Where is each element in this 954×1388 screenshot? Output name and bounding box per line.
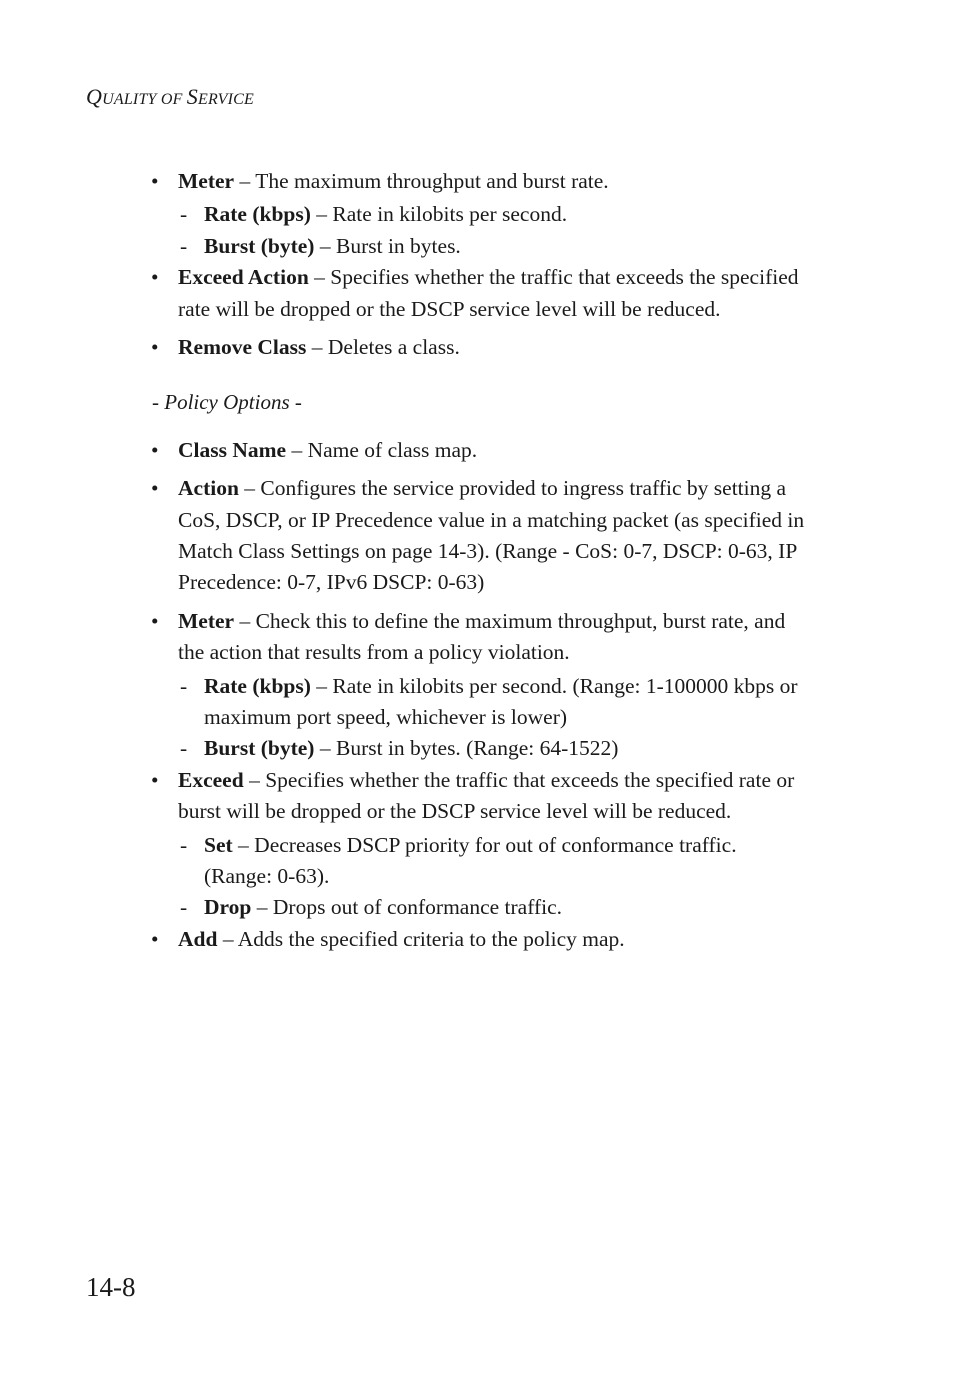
- dash: -: [180, 202, 188, 226]
- list-item-drop: [204, 892, 562, 923]
- list-item-add: [178, 924, 625, 955]
- dash: -: [180, 736, 188, 760]
- desc-continuation: CoS, DSCP, or IP Precedence value in a matching packet (as specified in: [178, 508, 805, 532]
- running-header: [86, 84, 254, 110]
- list-item-meter: [178, 166, 609, 197]
- dash: -: [180, 234, 188, 258]
- desc: – Specifies whether the traffic that exceeds the specified rate or: [243, 768, 795, 792]
- term: Meter: [178, 169, 235, 193]
- term: Add: [178, 927, 218, 951]
- list-item-rate: [204, 199, 567, 230]
- term: Set: [204, 833, 233, 857]
- bullet: •: [151, 265, 159, 289]
- header-q: Q: [86, 84, 103, 109]
- dash: -: [180, 833, 188, 857]
- term: Exceed Action: [178, 265, 309, 289]
- desc-continuation: rate will be dropped or the DSCP service level will be reduced.: [178, 297, 721, 321]
- bullet: •: [151, 927, 159, 951]
- bullet: •: [151, 438, 159, 462]
- page-number: 14-8: [86, 1272, 136, 1302]
- desc: – Burst in bytes.: [314, 234, 461, 258]
- term: Class Name: [178, 438, 287, 462]
- header-of: OF: [156, 91, 187, 108]
- list-item-exceed-action: [178, 262, 799, 293]
- list-item-set: [204, 830, 737, 861]
- desc: – Specifies whether the traffic that exceeds the specified: [308, 265, 799, 289]
- desc: – Decreases DSCP priority for out of conformance traffic.: [232, 833, 737, 857]
- desc-continuation: Precedence: 0-7, IPv6 DSCP: 0-63): [178, 570, 485, 594]
- bullet: •: [151, 169, 159, 193]
- desc: – Check this to define the maximum throughput, burst rate, and: [234, 609, 786, 633]
- desc: – Configures the service provided to ingress traffic by setting a: [238, 476, 787, 500]
- desc-continuation: maximum port speed, whichever is lower): [204, 705, 568, 729]
- desc: – Adds the specified criteria to the policy map.: [217, 927, 625, 951]
- desc-continuation: (Range: 0-63).: [204, 864, 330, 888]
- term: Burst (byte): [204, 234, 315, 258]
- desc: – The maximum throughput and burst rate.: [234, 169, 609, 193]
- term: Exceed: [178, 768, 244, 792]
- bullet: •: [151, 768, 159, 792]
- desc: – Drops out of conformance traffic.: [251, 895, 563, 919]
- list-item-remove-class: [178, 332, 460, 363]
- term: Burst (byte): [204, 736, 315, 760]
- header-ervice: ERVICE: [198, 91, 255, 108]
- term: Rate (kbps): [204, 202, 311, 226]
- list-item-class-name: [178, 435, 477, 466]
- list-item-meter: [178, 606, 785, 637]
- list-item-burst: [204, 231, 461, 262]
- dash: -: [180, 674, 188, 698]
- desc-continuation: the action that results from a policy violation.: [178, 640, 570, 664]
- desc: – Burst in bytes. (Range: 64-1522): [314, 736, 619, 760]
- desc: – Rate in kilobits per second.: [310, 202, 568, 226]
- section-heading-policy-options: - Policy Options -: [152, 390, 302, 414]
- list-item-burst: [204, 733, 618, 764]
- bullet: •: [151, 335, 159, 359]
- term: Remove Class: [178, 335, 307, 359]
- desc: – Deletes a class.: [306, 335, 460, 359]
- dash: -: [180, 895, 188, 919]
- list-item-rate: [204, 671, 798, 702]
- list-item-exceed: [178, 765, 794, 796]
- desc-continuation: Match Class Settings on page 14-3). (Range - CoS: 0-7, DSCP: 0-63, IP: [178, 539, 798, 563]
- bullet: •: [151, 476, 159, 500]
- desc: – Rate in kilobits per second. (Range: 1-100000 kbps or: [310, 674, 798, 698]
- desc: – Name of class map.: [286, 438, 478, 462]
- desc-continuation: burst will be dropped or the DSCP service level will be reduced.: [178, 799, 732, 823]
- header-uality: UALITY: [102, 91, 157, 108]
- term: Rate (kbps): [204, 674, 311, 698]
- term: Action: [178, 476, 239, 500]
- term: Meter: [178, 609, 235, 633]
- header-s: S: [186, 84, 198, 109]
- term: Drop: [204, 895, 252, 919]
- list-item-action: [178, 473, 786, 504]
- bullet: •: [151, 609, 159, 633]
